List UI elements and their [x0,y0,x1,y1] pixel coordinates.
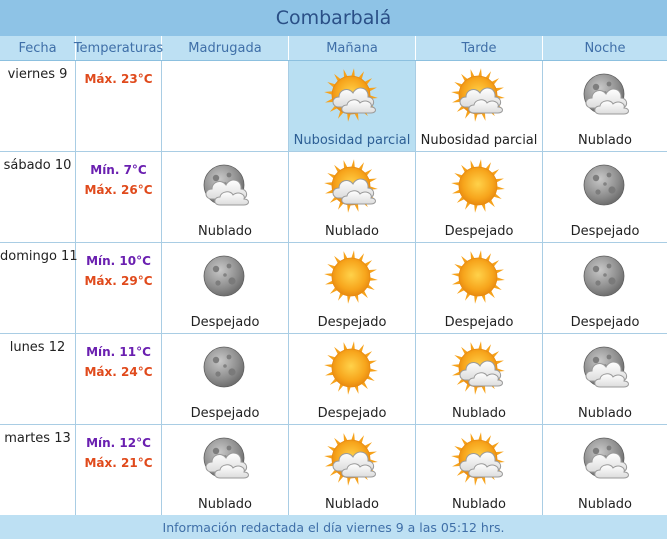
max-temperature: Máx. 23°C [84,72,153,86]
max-temperature: Máx. 26°C [84,183,153,197]
table-header [0,36,667,61]
date-cell [0,425,76,515]
sun-cloud-icon [323,152,381,216]
forecast-row [0,152,667,243]
condition-label: Despejado [570,224,640,239]
condition-label: Despejado [317,406,387,421]
date-label: martes 13 [4,431,71,446]
condition-label: Despejado [570,315,640,330]
period-cell [543,334,667,424]
forecast-row [0,243,667,334]
period-cell [543,61,667,151]
period-cell [289,152,416,242]
condition-label: Nubosidad parcial [420,133,538,148]
sun-cloud-icon [450,61,508,125]
condition-label: Nublado [578,133,632,148]
min-temperature: Mín. 12°C [86,436,151,450]
header-tarde: Tarde [416,36,543,60]
condition-label: Despejado [190,406,260,421]
condition-label: Nublado [198,497,252,512]
condition-label: Nublado [452,406,506,421]
condition-label: Nublado [578,406,632,421]
max-temperature: Máx. 21°C [84,456,153,470]
sun-cloud-icon [323,61,381,125]
period-cell [289,61,416,151]
temperature-cell [76,425,162,515]
date-label: lunes 12 [9,340,66,355]
condition-label: Nublado [578,497,632,512]
condition-label: Nubosidad parcial [293,133,411,148]
temperature-cell [76,152,162,242]
condition-label: Despejado [317,315,387,330]
header-manana: Mañana [289,36,416,60]
sun-icon [450,152,508,216]
sun-cloud-icon [323,425,381,489]
date-label: sábado 10 [3,158,72,173]
temperature-cell [76,243,162,333]
condition-label: Nublado [452,497,506,512]
period-cell [543,152,667,242]
condition-label: Despejado [444,224,514,239]
date-label: viernes 9 [7,67,68,82]
date-cell [0,61,76,151]
date-label: domingo 11 [0,249,78,264]
period-cell [543,425,667,515]
sun-cloud-icon [450,334,508,398]
min-temperature: Mín. 11°C [86,345,151,359]
moon-icon [576,152,634,216]
date-cell [0,243,76,333]
location-title: Combarbalá [0,0,667,37]
header-temperaturas: Temperaturas [76,36,162,60]
moon-cloud-icon [576,334,634,398]
period-cell [289,425,416,515]
forecast-row [0,334,667,425]
max-temperature: Máx. 29°C [84,274,153,288]
forecast-row [0,425,667,516]
moon-cloud-icon [196,425,254,489]
sun-icon [323,334,381,398]
report-footer: Información redactada el día viernes 9 a las 05:12 hrs. [0,515,667,539]
condition-label: Nublado [325,224,379,239]
period-cell [543,243,667,333]
moon-cloud-icon [196,152,254,216]
condition-label: Despejado [444,315,514,330]
moon-cloud-icon [576,425,634,489]
min-temperature: Mín. 7°C [90,163,147,177]
moon-cloud-icon [576,61,634,125]
condition-label: Nublado [325,497,379,512]
period-cell [162,425,289,515]
sun-icon [323,243,381,307]
condition-label: Despejado [190,315,260,330]
period-cell [416,425,543,515]
moon-icon [576,243,634,307]
period-cell [289,334,416,424]
period-cell [416,334,543,424]
moon-icon [196,334,254,398]
max-temperature: Máx. 24°C [84,365,153,379]
moon-icon [196,243,254,307]
header-noche: Noche [584,40,626,56]
date-cell [0,152,76,242]
min-temperature: Mín. 10°C [86,254,151,268]
period-cell [162,243,289,333]
period-cell [416,61,543,151]
period-cell [289,243,416,333]
sun-icon [450,243,508,307]
date-cell [0,334,76,424]
forecast-row [0,61,667,152]
header-madrugada: Madrugada [162,36,289,60]
condition-label: Nublado [198,224,252,239]
temperature-cell [76,334,162,424]
header-fecha: Fecha [0,36,76,60]
sun-cloud-icon [450,425,508,489]
period-cell [416,243,543,333]
period-cell [162,61,289,151]
temperature-cell [76,61,162,151]
period-cell [416,152,543,242]
period-cell [162,334,289,424]
period-cell [162,152,289,242]
